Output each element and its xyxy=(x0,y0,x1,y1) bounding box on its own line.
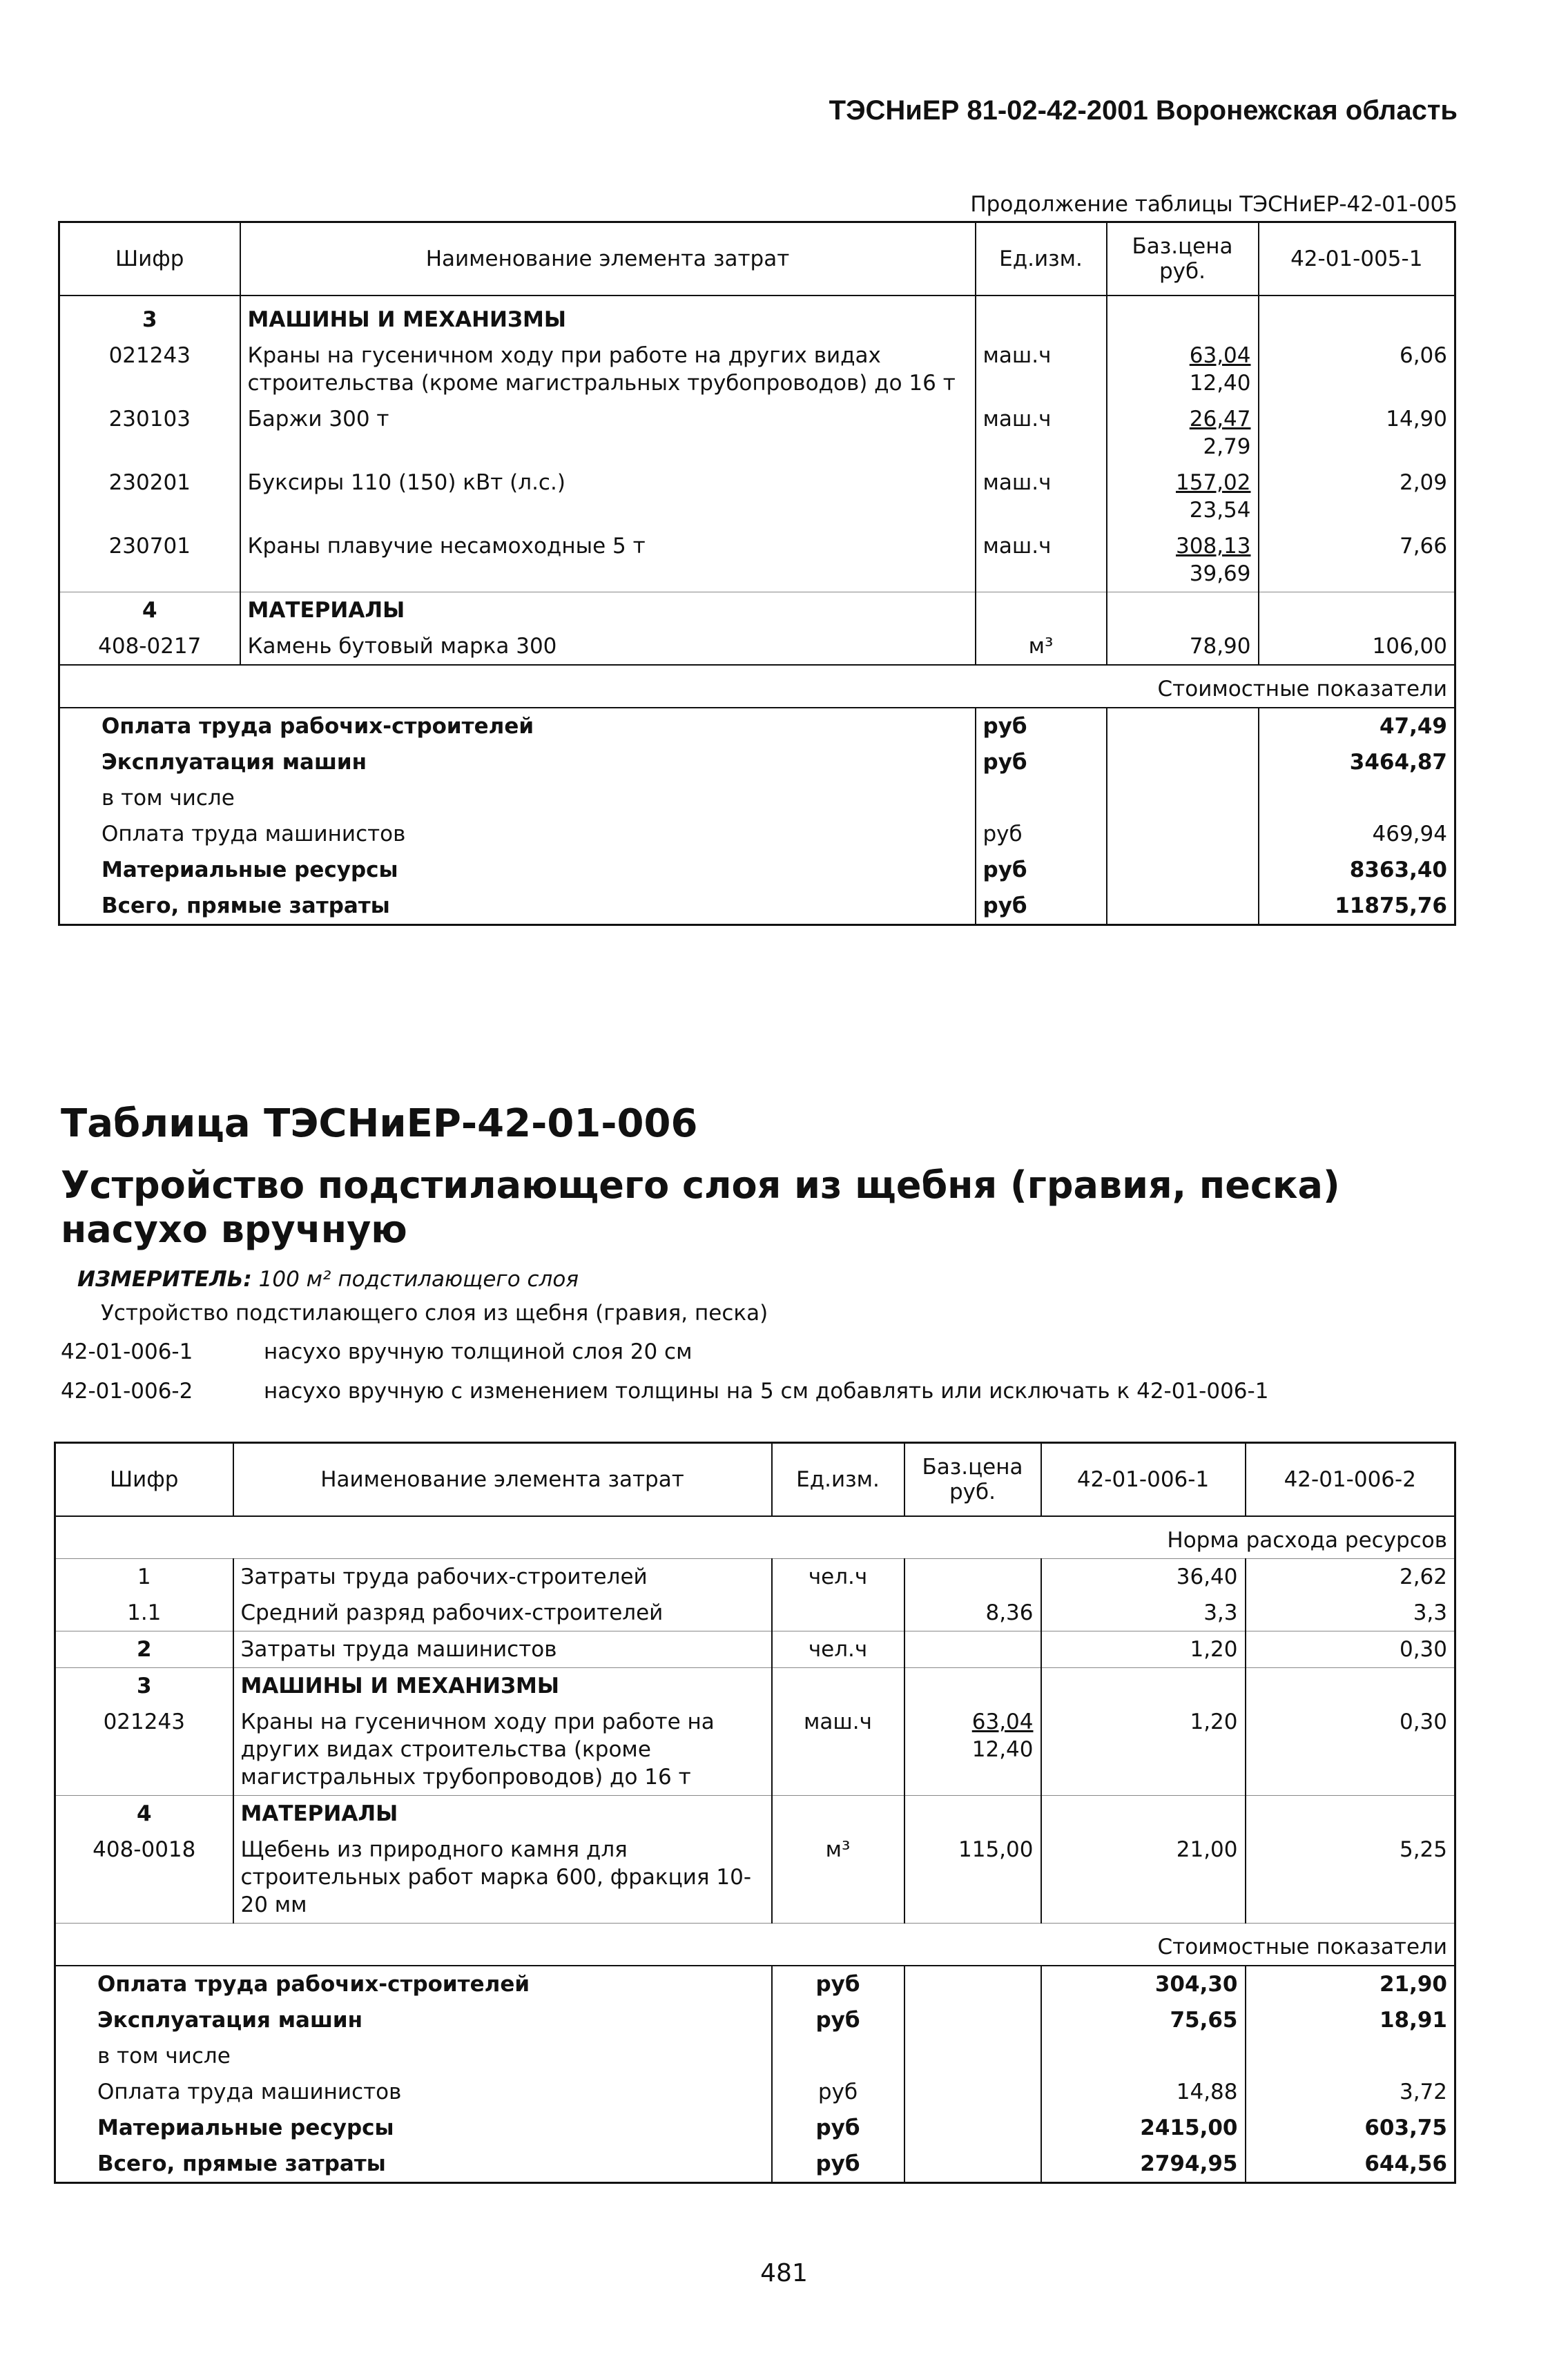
row-name: Камень бутовый марка 300 xyxy=(240,628,976,665)
cost-unit: руб xyxy=(772,1966,904,2002)
section-row xyxy=(59,296,1455,338)
cost-label-row xyxy=(59,665,1455,708)
page-header: ТЭСНиЕР 81-02-42-2001 Воронежская область xyxy=(829,95,1458,126)
cost-unit: руб xyxy=(976,816,1107,852)
row-value: 36,40 xyxy=(1041,1559,1246,1596)
header-name: Наименование элемента затрат xyxy=(233,1443,772,1517)
row-value: 3,3 xyxy=(1246,1595,1455,1631)
row-value: 2,62 xyxy=(1246,1559,1455,1596)
row-value: 3,3 xyxy=(1041,1595,1246,1631)
table-row xyxy=(55,1704,1455,1796)
table-row xyxy=(55,1631,1455,1668)
cost-value: 8363,40 xyxy=(1259,852,1455,888)
row-value: 1,20 xyxy=(1041,1631,1246,1668)
row-unit: м³ xyxy=(772,1832,904,1924)
cost-value: 644,56 xyxy=(1246,2146,1455,2183)
cost-value: 75,65 xyxy=(1041,2002,1246,2038)
row-name: Затраты труда рабочих-строителей xyxy=(233,1559,772,1596)
cost-row xyxy=(59,780,1455,816)
table-row xyxy=(59,401,1455,465)
row-price xyxy=(904,1559,1041,1596)
row-price: 26,47 2,79 xyxy=(1107,401,1259,465)
row-name: Буксиры 110 (150) кВт (л.с.) xyxy=(240,465,976,528)
row-unit: маш.ч xyxy=(976,528,1107,592)
description: Устройство подстилающего слоя из щебня (гравия, песка) xyxy=(101,1301,768,1326)
row-price: 308,13 39,69 xyxy=(1107,528,1259,592)
row-value: 21,00 xyxy=(1041,1832,1246,1924)
variant-code: 42-01-006-2 xyxy=(61,1379,193,1404)
cost-label-cell: в том числе xyxy=(101,786,235,811)
header-code-column: 42-01-005-1 xyxy=(1259,222,1455,296)
row-price: 78,90 xyxy=(1107,628,1259,665)
row-price xyxy=(904,1631,1041,1668)
cost-row xyxy=(55,2110,1455,2146)
table-row xyxy=(59,528,1455,592)
cost-value: 21,90 xyxy=(1246,1966,1455,2002)
header-name: Наименование элемента затрат xyxy=(240,222,976,296)
row-price: 63,04 12,40 xyxy=(904,1704,1041,1796)
section-row xyxy=(59,592,1455,629)
cost-label-cell: Оплата труда машинистов xyxy=(97,2080,402,2104)
cost-value: 14,88 xyxy=(1041,2074,1246,2110)
header-unit: Ед.изм. xyxy=(976,222,1107,296)
measure-value: 100 м² подстилающего слоя xyxy=(258,1267,579,1292)
table-row xyxy=(59,338,1455,401)
row-value: 6,06 xyxy=(1259,338,1455,401)
continuation-note: Продолжение таблицы ТЭСНиЕР-42-01-005 xyxy=(970,192,1458,217)
table-header-row xyxy=(55,1443,1455,1517)
cost-label-cell: Оплата труда машинистов xyxy=(101,822,406,846)
row-value: 2,09 xyxy=(1259,465,1455,528)
cost-label-cell: Эксплуатация машин xyxy=(97,2008,363,2033)
row-code: 408-0018 xyxy=(93,1837,196,1862)
header-price: Баз.цена руб. xyxy=(904,1443,1041,1517)
cost-label: Стоимостные показатели xyxy=(1157,677,1447,701)
row-unit: м³ xyxy=(976,628,1107,665)
norm-label: Норма расхода ресурсов xyxy=(1167,1528,1447,1553)
cost-row xyxy=(59,744,1455,780)
cost-label-cell: в том числе xyxy=(97,2044,231,2069)
cost-value: 2415,00 xyxy=(1041,2110,1246,2146)
cost-value: 603,75 xyxy=(1246,2110,1455,2146)
cost-label-cell: Материальные ресурсы xyxy=(97,2115,394,2140)
section-row xyxy=(55,1796,1455,1832)
header-code-column: 42-01-006-1 xyxy=(1041,1443,1246,1517)
section-title: МАШИНЫ И МЕХАНИЗМЫ xyxy=(233,1668,772,1705)
norm-label-row xyxy=(55,1516,1455,1559)
row-unit xyxy=(772,1595,904,1631)
table-subtitle: Устройство подстилающего слоя из щебня (гравия, песка) насухо вручную xyxy=(61,1163,1340,1251)
variant-code: 42-01-006-1 xyxy=(61,1339,193,1364)
row-code: 408-0217 xyxy=(98,634,202,659)
section-title: МАТЕРИАЛЫ xyxy=(240,592,976,629)
cost-label-cell: Оплата труда рабочих-строителей xyxy=(101,714,534,739)
section-code: 3 xyxy=(136,1674,152,1698)
row-unit: маш.ч xyxy=(976,465,1107,528)
row-unit: чел.ч xyxy=(772,1559,904,1596)
table-row xyxy=(55,1559,1455,1596)
cost-unit: руб xyxy=(976,852,1107,888)
row-name: Щебень из природного камня для строительных работ марка 600, фракция 10-20 мм xyxy=(233,1832,772,1924)
row-unit: маш.ч xyxy=(772,1704,904,1796)
variant-text: насухо вручную толщиной слоя 20 см xyxy=(264,1339,693,1364)
cost-unit: руб xyxy=(772,2146,904,2183)
header-code: Шифр xyxy=(110,1467,179,1492)
row-price: 157,02 23,54 xyxy=(1107,465,1259,528)
row-value: 1,20 xyxy=(1041,1704,1246,1796)
row-value: 7,66 xyxy=(1259,528,1455,592)
cost-label-cell: Всего, прямые затраты xyxy=(101,893,390,918)
row-name: Краны на гусеничном ходу при работе на других видах строительства (кроме магистральных трубопроводов) до 16 т xyxy=(233,1704,772,1796)
cost-label: Стоимостные показатели xyxy=(1157,1935,1447,1959)
row-value: 106,00 xyxy=(1259,628,1455,665)
row-code: 2 xyxy=(136,1637,152,1662)
row-value: 5,25 xyxy=(1246,1832,1455,1924)
section-row xyxy=(55,1668,1455,1705)
header-price: Баз.цена руб. xyxy=(1107,222,1259,296)
row-code: 1.1 xyxy=(127,1600,162,1625)
table-row xyxy=(55,1832,1455,1924)
section-code: 3 xyxy=(142,307,157,332)
table-row xyxy=(59,465,1455,528)
cost-value: 11875,76 xyxy=(1259,888,1455,925)
cost-value: 3,72 xyxy=(1246,2074,1455,2110)
cost-row xyxy=(55,1966,1455,2002)
row-value: 0,30 xyxy=(1246,1631,1455,1668)
row-name: Краны на гусеничном ходу при работе на других видах строительства (кроме магистральных трубопроводов) до 16 т xyxy=(240,338,976,401)
cost-label-cell: Оплата труда рабочих-строителей xyxy=(97,1972,530,1997)
cost-label-cell: Эксплуатация машин xyxy=(101,750,367,775)
table-header-row xyxy=(59,222,1455,296)
section-code: 4 xyxy=(136,1801,152,1826)
cost-label-cell: Всего, прямые затраты xyxy=(97,2151,386,2176)
measure-label: ИЗМЕРИТЕЛЬ: xyxy=(77,1267,252,1292)
cost-value: 3464,87 xyxy=(1259,744,1455,780)
cost-unit: руб xyxy=(976,708,1107,744)
cost-row xyxy=(59,816,1455,852)
section-title: МАШИНЫ И МЕХАНИЗМЫ xyxy=(240,296,976,338)
cost-value: 2794,95 xyxy=(1041,2146,1246,2183)
row-value: 14,90 xyxy=(1259,401,1455,465)
cost-value: 469,94 xyxy=(1259,816,1455,852)
row-code: 230701 xyxy=(108,534,191,559)
cost-row xyxy=(59,852,1455,888)
cost-row xyxy=(55,2074,1455,2110)
header-code-column: 42-01-006-2 xyxy=(1246,1443,1455,1517)
cost-label-row xyxy=(55,1924,1455,1966)
row-price: 8,36 xyxy=(904,1595,1041,1631)
cost-value: 304,30 xyxy=(1041,1966,1246,2002)
row-price: 63,04 12,40 xyxy=(1107,338,1259,401)
cost-unit: руб xyxy=(772,2074,904,2110)
cost-label-cell: Материальные ресурсы xyxy=(101,858,398,882)
row-code: 021243 xyxy=(108,343,191,368)
cost-row xyxy=(55,2002,1455,2038)
table-42-01-006 xyxy=(54,1442,1456,2184)
cost-value: 47,49 xyxy=(1259,708,1455,744)
cost-unit: руб xyxy=(772,2002,904,2038)
row-name: Баржи 300 т xyxy=(240,401,976,465)
table-row xyxy=(55,1595,1455,1631)
section-code: 4 xyxy=(142,598,157,623)
row-price: 115,00 xyxy=(904,1832,1041,1924)
row-name: Краны плавучие несамоходные 5 т xyxy=(240,528,976,592)
measure-line xyxy=(77,1267,579,1292)
header-unit: Ед.изм. xyxy=(772,1443,904,1517)
table-title: Таблица ТЭСНиЕР-42-01-006 xyxy=(61,1101,698,1146)
section-title: МАТЕРИАЛЫ xyxy=(233,1796,772,1832)
row-unit: маш.ч xyxy=(976,338,1107,401)
cost-unit: руб xyxy=(976,744,1107,780)
cost-unit: руб xyxy=(976,888,1107,925)
row-code: 230201 xyxy=(108,470,191,495)
row-code: 1 xyxy=(137,1565,151,1589)
table-row xyxy=(59,628,1455,665)
cost-value: 18,91 xyxy=(1246,2002,1455,2038)
row-unit: маш.ч xyxy=(976,401,1107,465)
cost-unit: руб xyxy=(772,2110,904,2146)
row-name: Затраты труда машинистов xyxy=(233,1631,772,1668)
cost-row xyxy=(55,2146,1455,2183)
row-code: 021243 xyxy=(103,1709,185,1734)
row-code: 230103 xyxy=(108,407,191,432)
row-unit: чел.ч xyxy=(772,1631,904,1668)
row-value: 0,30 xyxy=(1246,1704,1455,1796)
row-name: Средний разряд рабочих-строителей xyxy=(233,1595,772,1631)
variant-text: насухо вручную с изменением толщины на 5 см добавлять или исключать к 42-01-006-1 xyxy=(264,1379,1269,1404)
cost-row xyxy=(59,708,1455,744)
header-code: Шифр xyxy=(115,246,184,271)
page-number: 481 xyxy=(760,2259,808,2287)
table-42-01-005 xyxy=(58,221,1456,926)
cost-row xyxy=(59,888,1455,925)
cost-row xyxy=(55,2038,1455,2074)
